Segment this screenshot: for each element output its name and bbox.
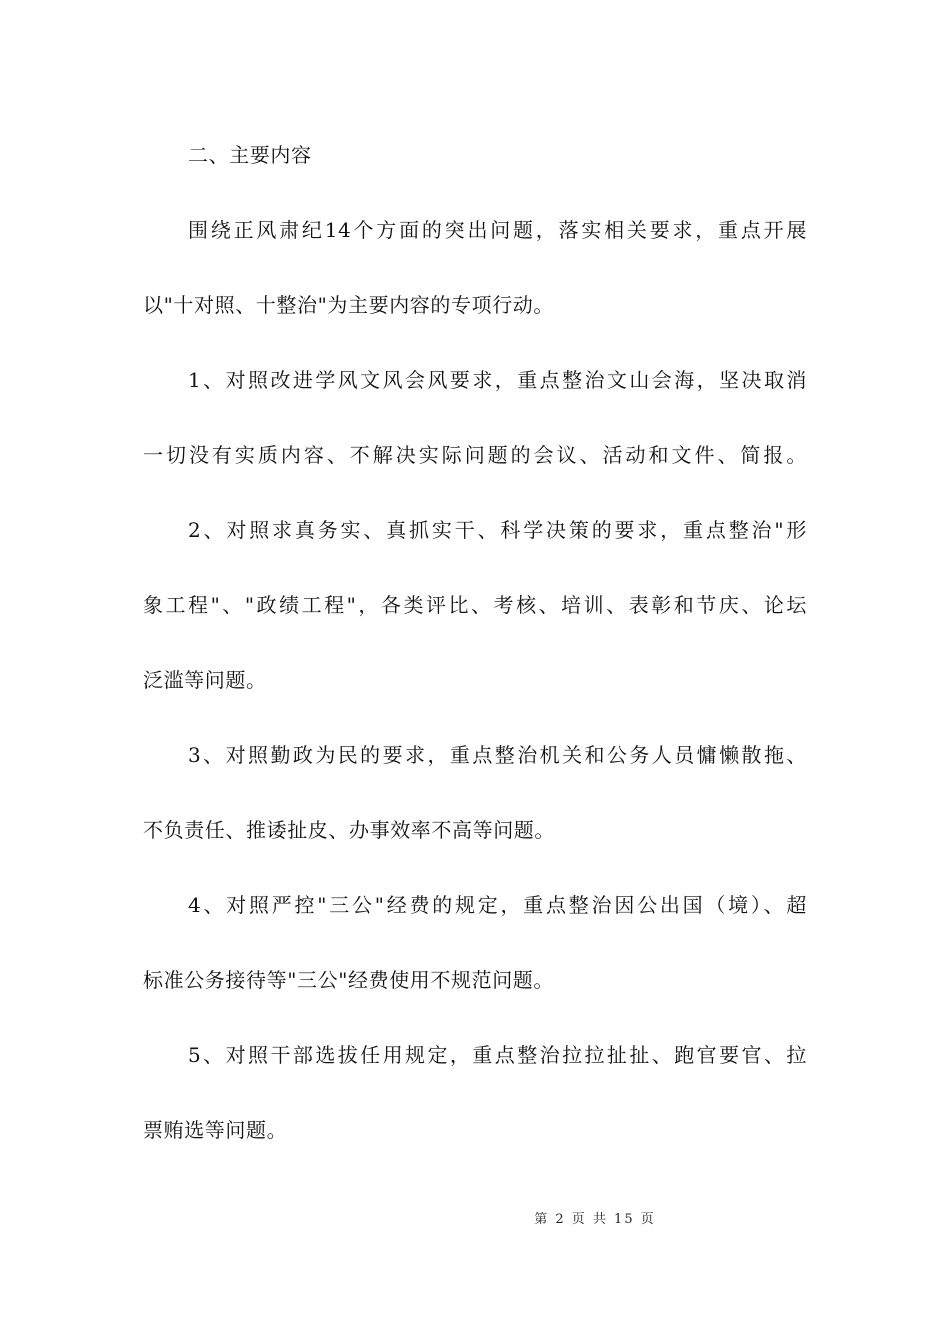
paragraph-line: 围绕正风肃纪14个方面的突出问题，落实相关要求，重点开展 xyxy=(188,218,807,242)
paragraph-line: 标准公务接待等"三公"经费使用不规范问题。 xyxy=(143,968,554,992)
paragraph-line: 不负责任、推诿扯皮、办事效率不高等问题。 xyxy=(143,818,555,842)
paragraph-line: 1、对照改进学风文风会风要求，重点整治文山会海，坚决取消 xyxy=(188,368,807,392)
paragraph-line: 票贿选等问题。 xyxy=(143,1118,288,1142)
paragraph-line: 象工程"、"政绩工程"，各类评比、考核、培训、表彰和节庆、论坛 xyxy=(143,593,807,617)
paragraph-line: 2、对照求真务实、真抓实干、科学决策的要求，重点整治"形 xyxy=(188,518,807,542)
section-heading: 二、主要内容 xyxy=(188,143,312,167)
paragraph-line: 3、对照勤政为民的要求，重点整治机关和公务人员慵懒散拖、 xyxy=(188,743,807,767)
paragraph-line: 5、对照干部选拔任用规定，重点整治拉拉扯扯、跑官要官、拉 xyxy=(188,1043,807,1067)
paragraph-line: 泛滥等问题。 xyxy=(143,668,267,692)
paragraph-line: 一切没有实质内容、不解决实际问题的会议、活动和文件、简报。 xyxy=(143,443,807,467)
document-body xyxy=(143,124,807,1174)
paragraph-line: 以"十对照、十整治"为主要内容的专项行动。 xyxy=(143,293,554,317)
page-number-footer: 第 2 页 共 15 页 xyxy=(534,1212,656,1227)
paragraph-line: 4、对照严控"三公"经费的规定，重点整治因公出国（境）、超 xyxy=(188,893,807,917)
